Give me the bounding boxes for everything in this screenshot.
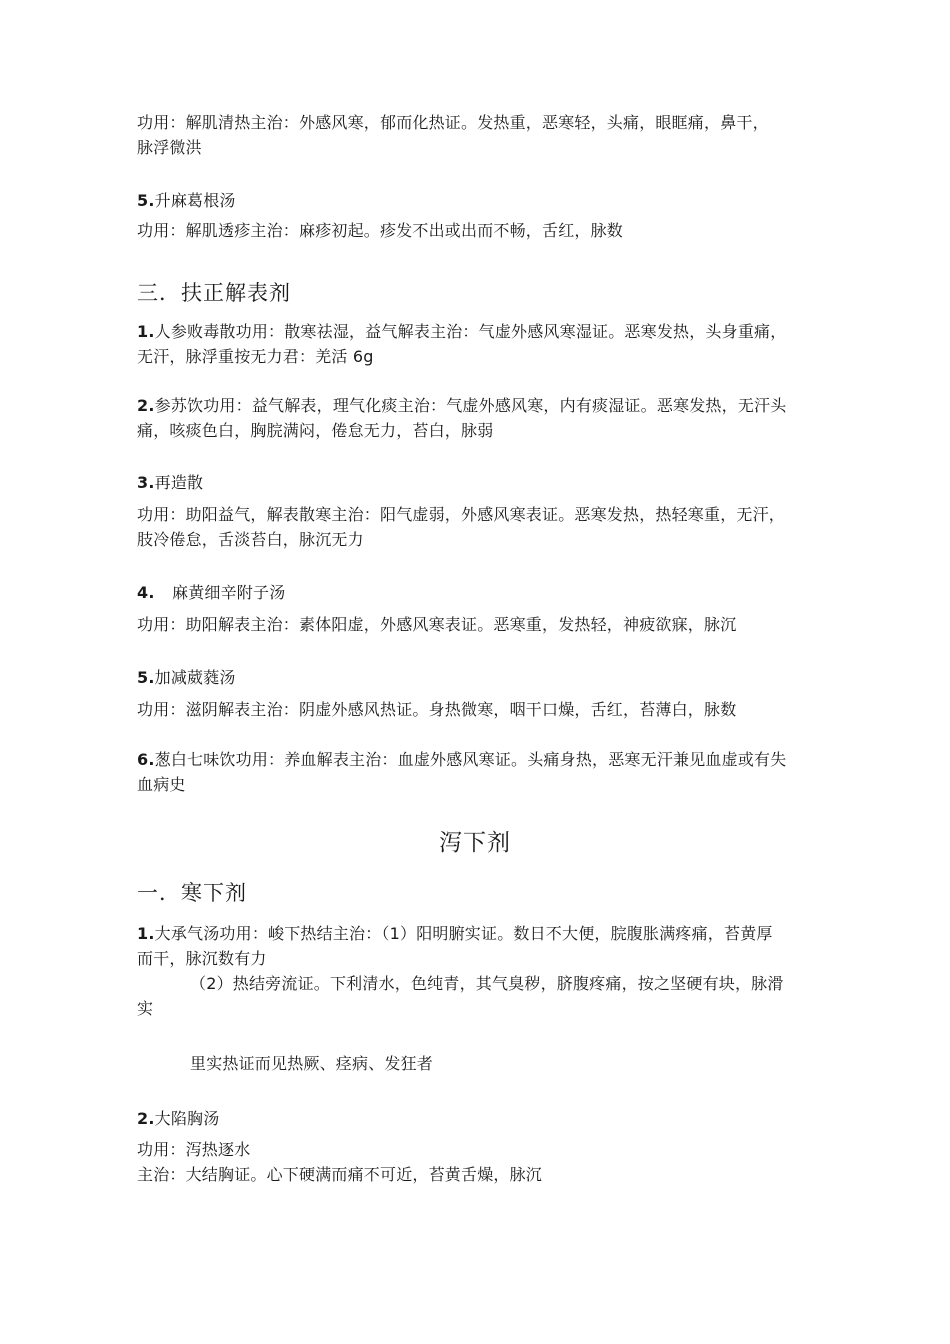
text-line: 血病史 [137, 775, 186, 794]
text-line: 实 [137, 999, 154, 1018]
text-line: 功用：助阳解表主治：素体阳虚，外感风寒表证。恶寒重，发热轻，神疲欲寐，脉沉 [137, 615, 737, 634]
item-number: 4. [137, 583, 155, 602]
text-line: 而干，脉沉数有力 [137, 949, 267, 968]
item-text: 大承气汤功用：峻下热结主治：（1）阳明腑实证。数日不大便，脘腹胀满疼痛，苔黄厚 [154, 924, 773, 943]
item-heading [137, 470, 203, 495]
item-heading [137, 319, 786, 344]
text-line: 无汗，脉浮重按无力君：羌活 6g [137, 347, 374, 366]
section-heading: 一．寒下剂 [137, 881, 247, 905]
item-number: 1. [137, 322, 155, 341]
text-line: 主治：大结胸证。心下硬满而痛不可近，苔黄舌燥，脉沉 [137, 1165, 543, 1184]
item-heading [137, 747, 786, 772]
item-number: 5. [137, 191, 155, 210]
text-line: 功用：泻热逐水 [137, 1140, 251, 1159]
item-number: 3. [137, 473, 155, 492]
item-heading [137, 1106, 219, 1131]
text-line: 功用：解肌透疹主治：麻疹初起。疹发不出或出而不畅，舌红，脉数 [137, 221, 624, 240]
item-heading [137, 188, 236, 213]
item-heading [137, 665, 236, 690]
item-heading [137, 393, 786, 418]
text-line: 脉浮微洪 [137, 138, 202, 157]
chapter-title: 泻下剂 [439, 830, 511, 856]
item-number: 2. [137, 1109, 155, 1128]
section-heading: 三．扶正解表剂 [137, 281, 291, 305]
item-title: 再造散 [154, 473, 204, 492]
item-title: 麻黄细辛附子汤 [172, 583, 286, 602]
item-text: 参苏饮功用：益气解表，理气化痰主治：气虚外感风寒，内有痰湿证。恶寒发热，无汗头 [154, 396, 787, 415]
item-text: 葱白七味饮功用：养血解表主治：血虚外感风寒证。头痛身热，恶寒无汗兼见血虚或有失 [154, 750, 787, 769]
text-line: 功用：解肌清热主治：外感风寒，郁而化热证。发热重，恶寒轻，头痛，眼眶痛，鼻干， [137, 113, 769, 132]
text-line: （2）热结旁流证。下利清水，色纯青，其气臭秽，脐腹疼痛，按之坚硬有块，脉滑 [190, 974, 784, 993]
text-line: 功用：滋阴解表主治：阴虚外感风热证。身热微寒，咽干口燥，舌红，苔薄白，脉数 [137, 700, 737, 719]
item-number: 5. [137, 668, 155, 687]
item-text: 人参败毒散功用：散寒祛湿，益气解表主治：气虚外感风寒湿证。恶寒发热，头身重痛， [154, 322, 787, 341]
text-line: 功用：助阳益气，解表散寒主治：阳气虚弱，外感风寒表证。恶寒发热，热轻寒重，无汗， [137, 505, 786, 524]
item-title: 升麻葛根汤 [154, 191, 236, 210]
text-line: 痛，咳痰色白，胸脘满闷，倦怠无力，苔白，脉弱 [137, 421, 494, 440]
item-heading [137, 921, 773, 946]
item-number: 2. [137, 396, 155, 415]
item-number: 6. [137, 750, 155, 769]
item-number: 1. [137, 924, 155, 943]
item-heading [137, 580, 285, 605]
text-line: 肢冷倦怠，舌淡苔白，脉沉无力 [137, 530, 364, 549]
text-line: 里实热证而见热厥、痉病、发狂者 [190, 1054, 434, 1073]
item-title: 大陷胸汤 [154, 1109, 220, 1128]
item-title: 加减葳蕤汤 [154, 668, 236, 687]
